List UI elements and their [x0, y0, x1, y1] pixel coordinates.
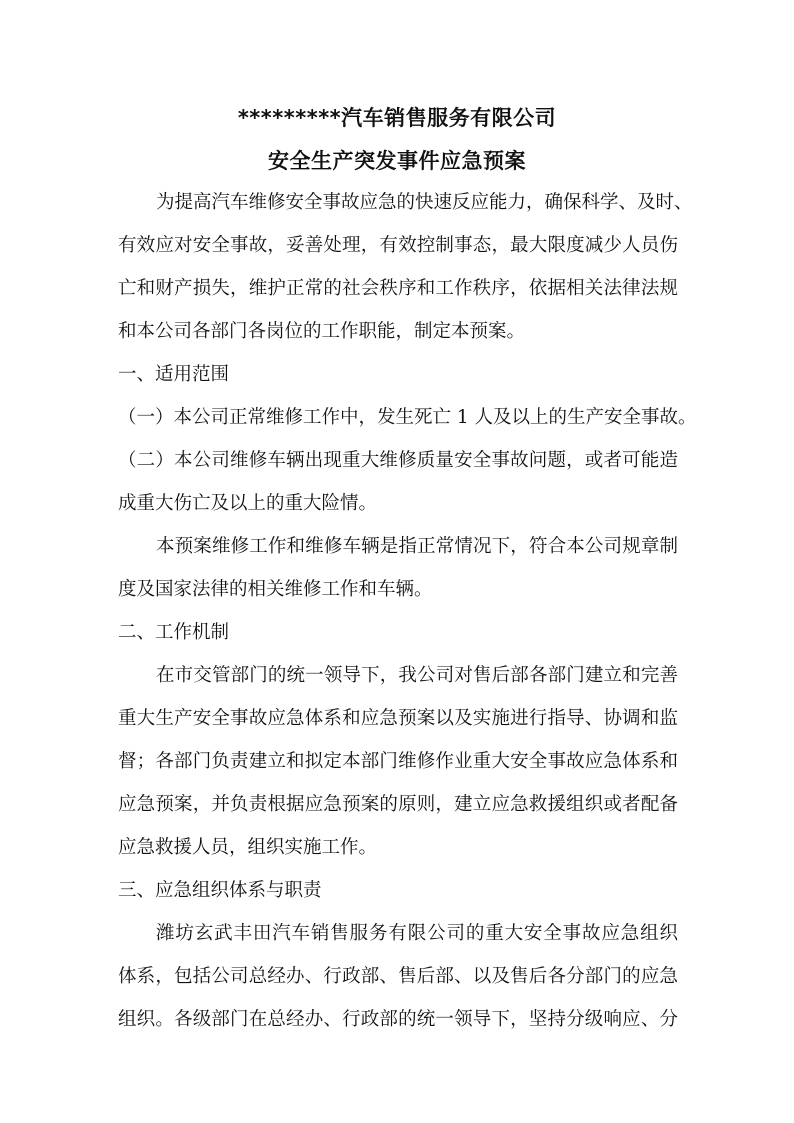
paragraph-line: 在市交管部门的统一领导下，我公司对售后部各部门建立和完善	[156, 665, 678, 686]
paragraph-line: 本预案维修工作和维修车辆是指正常情况下，符合本公司规章制	[156, 536, 678, 557]
paragraph-line: 督；各部门负责建立和拟定本部门维修作业重大安全事故应急体系和	[118, 751, 678, 772]
document-title: *********汽车销售服务有限公司	[237, 106, 557, 130]
paragraph-line: 亡和财产损失，维护正常的社会秩序和工作秩序，依据相关法律法规	[118, 278, 678, 299]
paragraph-line: 应急救援人员，组织实施工作。	[118, 837, 378, 858]
paragraph-line: 组织。各级部门在总经办、行政部的统一领导下，坚持分级响应、分	[118, 1009, 678, 1030]
section-heading: 二、工作机制	[118, 622, 230, 643]
document-subtitle: 安全生产突发事件应急预案	[268, 149, 526, 173]
paragraph-line: 潍坊玄武丰田汽车销售服务有限公司的重大安全事故应急组织	[156, 923, 678, 944]
paragraph-line: 重大生产安全事故应急体系和应急预案以及实施进行指导、协调和监	[118, 708, 678, 729]
section-heading: 一、适用范围	[118, 364, 230, 385]
paragraph-line: 度及国家法律的相关维修工作和车辆。	[118, 579, 433, 600]
paragraph-line: 应急预案，并负责根据应急预案的原则，建立应急救援组织或者配备	[118, 794, 678, 815]
list-item-continuation: 成重大伤亡及以上的重大险情。	[118, 493, 378, 514]
paragraph-line: 为提高汽车维修安全事故应急的快速反应能力，确保科学、及时、	[156, 192, 693, 213]
paragraph-line: 体系，包括公司总经办、行政部、售后部、以及售后各分部门的应急	[118, 966, 678, 987]
paragraph-line: 有效应对安全事故，妥善处理，有效控制事态，最大限度减少人员伤	[118, 235, 678, 256]
list-item: （二）本公司维修车辆出现重大维修质量安全事故问题，或者可能造	[118, 450, 678, 471]
section-heading: 三、应急组织体系与职责	[118, 880, 322, 901]
paragraph-line: 和本公司各部门各岗位的工作职能，制定本预案。	[118, 321, 526, 342]
list-item: （一）本公司正常维修工作中，发生死亡 1 人及以上的生产安全事故。	[118, 407, 697, 428]
